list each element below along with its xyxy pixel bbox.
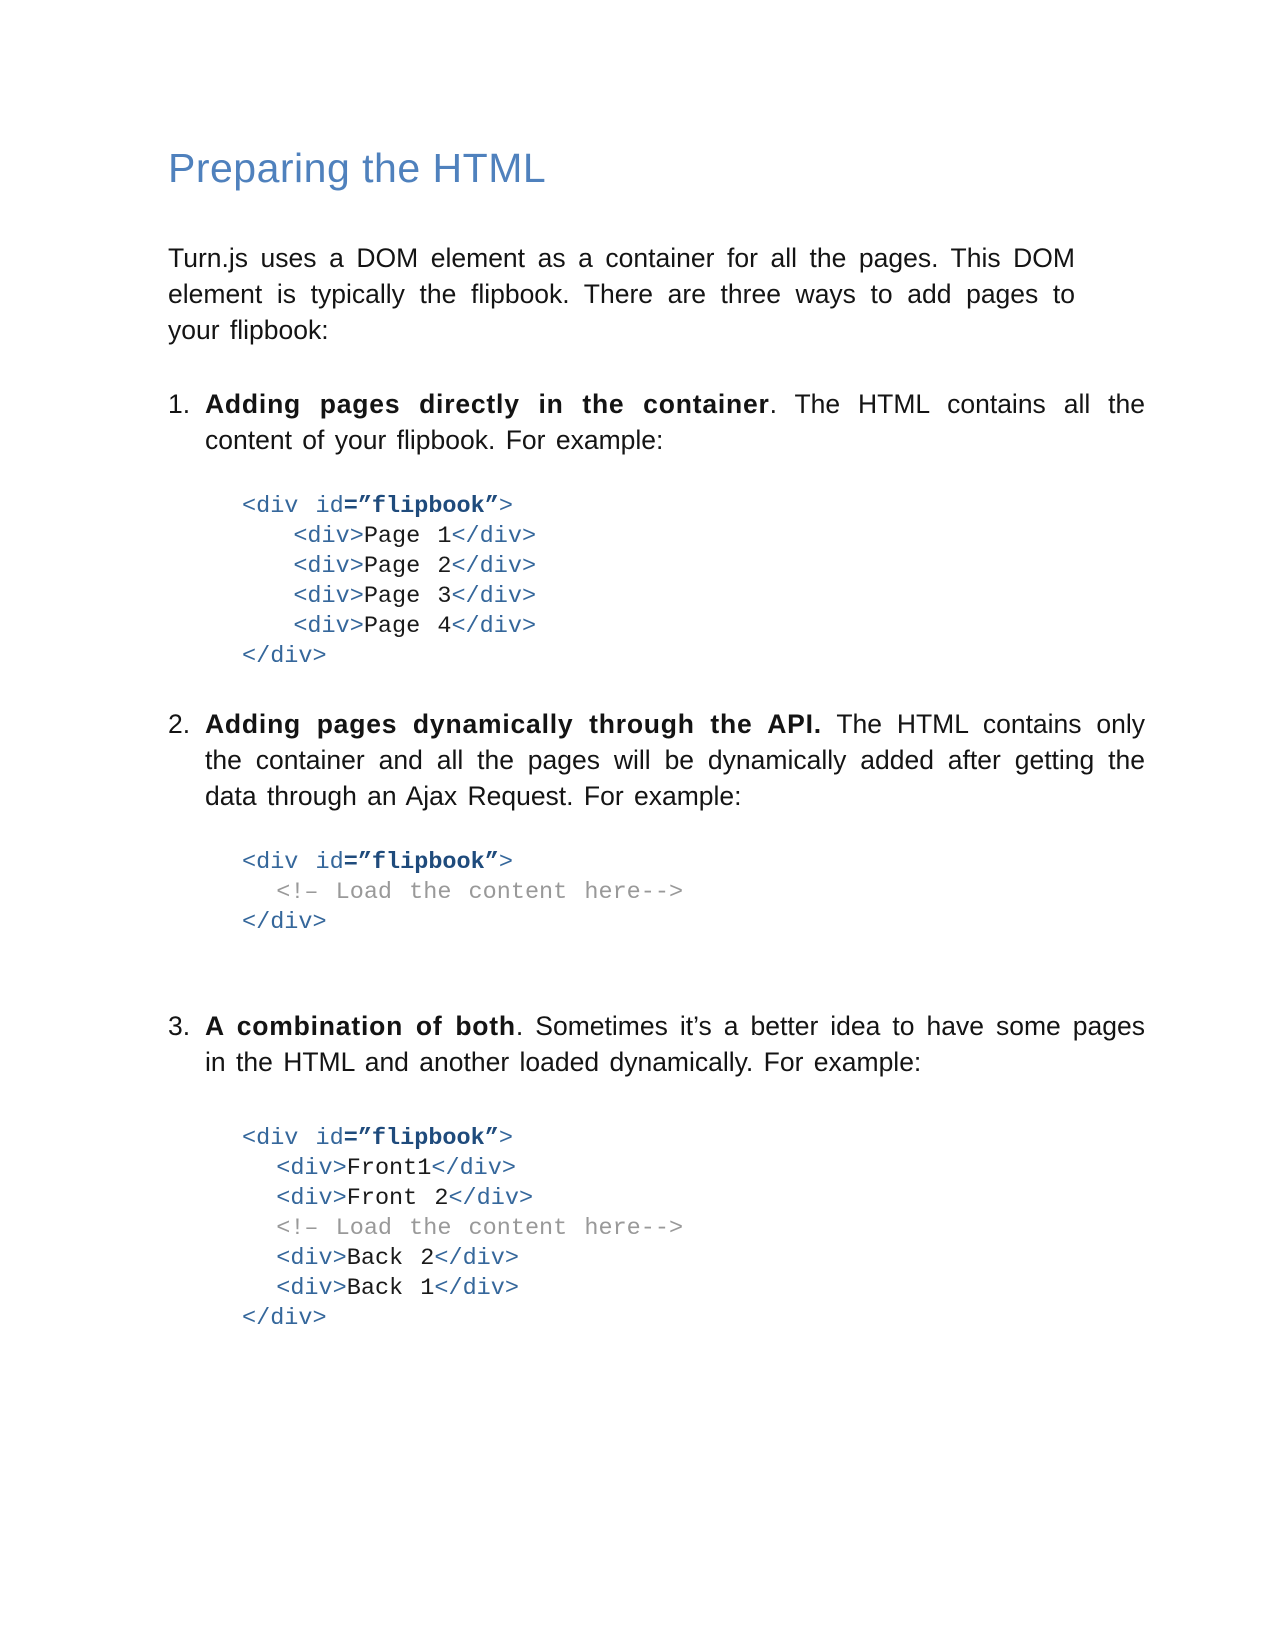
code-line: <div>Page 4</div>: [293, 613, 537, 640]
list-item-text: [205, 1008, 1145, 1334]
list-item-bold-lead: Adding pages dynamically through the API.: [205, 709, 822, 739]
list-item-2: [168, 706, 1145, 974]
code-block-1: [242, 492, 1145, 672]
list-item-rest: . Sometimes it’s a better idea to have some pages in the HTML and another loaded dynamically. For example:: [205, 1011, 1146, 1077]
list-item-number: 1.: [168, 389, 191, 419]
code-line: <div id=”flipbook”>: [242, 1125, 513, 1152]
page-title: Preparing the HTML: [168, 145, 547, 191]
code-block-3: [242, 1124, 1145, 1334]
code-line: <!– Load the content here-->: [276, 879, 684, 906]
code-line: <div>Front1</div>: [276, 1155, 516, 1182]
code-line: <div id=”flipbook”>: [242, 849, 513, 876]
list-item-bold-lead: Adding pages directly in the container: [205, 389, 770, 419]
code-line: <div>Front 2</div>: [276, 1185, 534, 1212]
code-line: <div>Back 1</div>: [276, 1275, 519, 1302]
code-line: <!– Load the content here-->: [276, 1215, 684, 1242]
code-block-2: [242, 848, 1145, 938]
code-line: <div id=”flipbook”>: [242, 493, 513, 520]
code-line: <div>Page 3</div>: [293, 583, 537, 610]
code-line: </div>: [242, 643, 327, 670]
list-item-rest: . The HTML contains all the content of your flipbook. For example:: [205, 389, 1145, 455]
intro-paragraph: Turn.js uses a DOM element as a container for all the pages. This DOM element is typically the flipbook. There are three ways to add pages to your flipbook:: [168, 243, 1075, 345]
code-line: </div>: [242, 909, 327, 936]
list-item-bold-lead: A combination of both: [205, 1011, 516, 1041]
list-item-number: 3.: [168, 1011, 191, 1041]
list-item-rest: The HTML contains only the container and all the pages will be dynamically added after getting the data through an Ajax Request. For example:: [205, 709, 1146, 811]
list-item-1: [168, 386, 1145, 672]
code-line: </div>: [242, 1305, 327, 1332]
list-item-number: 2.: [168, 709, 191, 739]
list-item-3: [168, 1008, 1145, 1334]
list-item-text: [205, 386, 1145, 672]
code-line: <div>Page 1</div>: [293, 523, 537, 550]
code-line: <div>Page 2</div>: [293, 553, 537, 580]
code-line: <div>Back 2</div>: [276, 1245, 519, 1272]
list-item-text: [205, 706, 1145, 974]
